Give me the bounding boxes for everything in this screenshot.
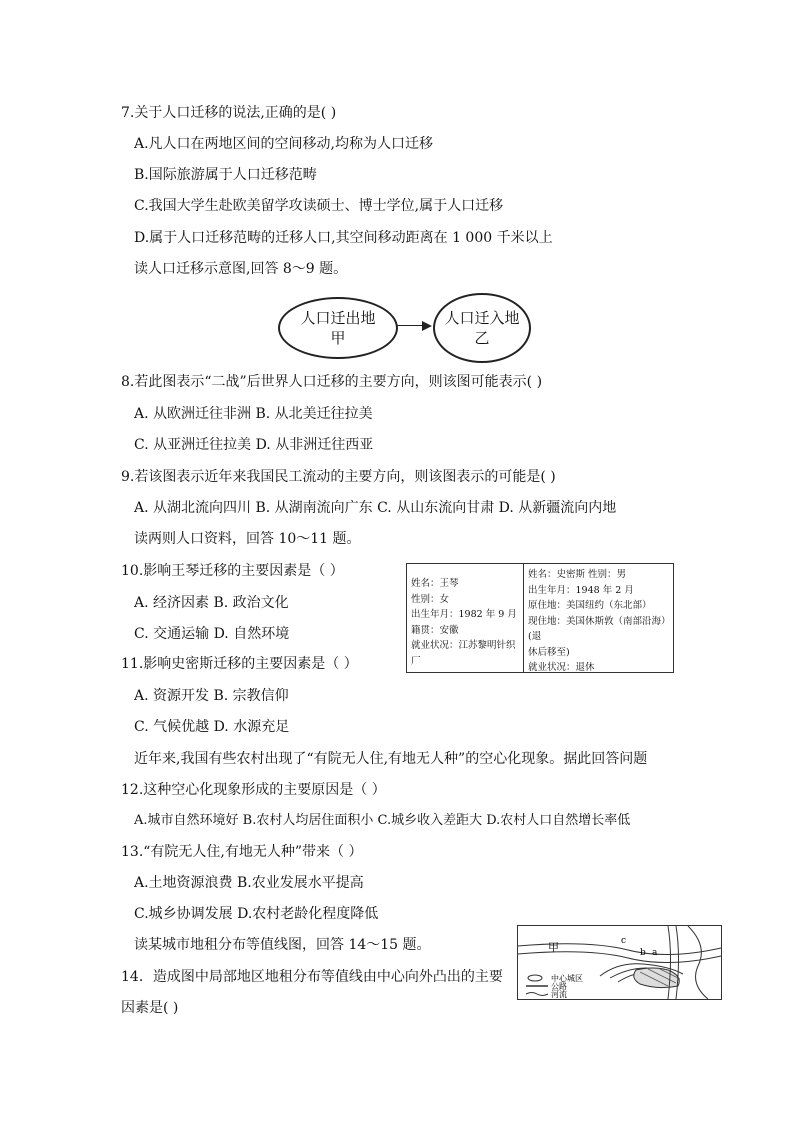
q10-stem: 10.影响王琴迁移的主要因素是（ ） [121,563,344,579]
destination-ellipse [433,293,531,363]
q11-options-ab: A. 资源开发 B. 宗教信仰 [134,688,289,704]
intro-10-11: 读两则人口资料，回答 10～11 题。 [134,531,361,547]
origin-name: 甲 [330,329,346,347]
info-left-3: 籍贯：安徽 [411,624,459,636]
q10-options-ab: A. 经济因素 B. 政治文化 [134,595,289,611]
population-info-table [406,563,674,673]
q13-options-cd: C.城乡协调发展 D.农村老龄化程度降低 [134,906,379,922]
info-left-0: 姓名：王琴 [411,578,459,589]
land-rent-map [517,925,722,1000]
legend-center-text: 中心城区 [551,974,583,983]
legend-center-symbol [528,975,542,981]
map-label-jia: 甲 [548,941,559,954]
info-left-4: 就业状况：江苏黎明针织厂 [411,640,516,667]
destination-name: 乙 [474,329,490,347]
map-label-b: b [640,948,646,958]
q9-stem: 9.若该图表示近年来我国民工流动的主要方向，则该图表示的可能是( ) [121,469,556,485]
q7-stem: 7.关于人口迁移的说法,正确的是( ) [121,105,337,121]
q7-option-b: B.国际旅游属于人口迁移范畴 [134,167,317,183]
q12-options: A.城市自然环境好 B.农村人均居住面积小 C.城乡收入差距大 D.农村人口自然增长率低 [134,813,631,828]
legend-road-text: 公路 [551,982,567,991]
migration-arrow-line [397,325,423,326]
q10-options-cd: C. 交通运输 D. 自然环境 [134,626,290,642]
info-right-5: 就业状况：退休 [528,662,595,673]
q13-options-ab: A.土地资源浪费 B.农业发展水平提高 [134,875,364,891]
q8-options-cd: C. 从亚洲迁往拉美 D. 从非洲迁往西亚 [134,437,374,453]
origin-label: 人口迁出地 [300,309,376,327]
map-label-a: a [652,948,658,958]
q7-option-d: D.属于人口迁移范畴的迁移人口,其空间移动距离在 1 000 千米以上 [134,230,553,246]
info-smith [524,564,673,672]
info-right-3: 现住地：美国休斯敦（南部沿海）(退 [528,615,666,642]
info-right-2: 原住地：美国纽约（东北部） [528,600,652,611]
intro-12-13: 近年来,我国有些农村出现了“有院无人住,有地无人种”的空心化现象。据此回答问题 [134,751,648,767]
info-left-2: 出生年月：1982 年 9 月 [411,609,517,620]
origin-ellipse [278,297,398,359]
q8-stem: 8.若此图表示“二战”后世界人口迁移的主要方向，则该图可能表示( ) [121,374,543,390]
q11-stem: 11.影响史密斯迁移的主要因素是（ ） [121,656,358,672]
intro-8-9: 读人口迁移示意图,回答 8～9 题。 [134,261,348,277]
legend-river-text: 河流 [551,990,567,999]
info-right-1: 出生年月：1948 年 2 月 [528,584,634,596]
legend-river-symbol [526,993,548,996]
q13-stem: 13.“有院无人住,有地无人种”带来（ ） [121,844,363,860]
info-wang-qin [407,564,524,672]
map-central-district [634,968,680,988]
q14-stem-line1: 14．造成图中局部地区地租分布等值线由中心向外凸出的主要 [121,969,503,985]
info-right-4: 休后移至) [528,646,570,658]
q11-options-cd: C. 气候优越 D. 水源充足 [134,719,290,735]
map-river [688,926,708,999]
q9-options: A. 从湖北流向四川 B. 从湖南流向广东 C. 从山东流向甘肃 D. 从新疆流向内地 [134,500,617,516]
land-rent-map-svg [518,926,721,999]
info-left-1: 性别：女 [411,593,450,605]
intro-14-15: 读某城市地租分布等值线图，回答 14～15 题。 [134,937,431,953]
q14-stem-line2: 因素是( ) [121,1000,179,1016]
map-label-c: c [621,936,627,946]
q7-option-a: A.凡人口在两地区间的空间移动,均称为人口迁移 [134,136,434,152]
q8-options-ab: A. 从欧洲迁往非洲 B. 从北美迁往拉美 [134,406,373,422]
destination-label: 人口迁入地 [444,309,520,327]
q7-option-c: C.我国大学生赴欧美留学攻读硕士、博士学位,属于人口迁移 [134,198,504,214]
arrow-right-icon [422,321,432,331]
info-right-0: 姓名：史密斯 性别：男 [528,569,627,580]
q12-stem: 12.这种空心化现象形成的主要原因是（ ） [121,782,386,798]
